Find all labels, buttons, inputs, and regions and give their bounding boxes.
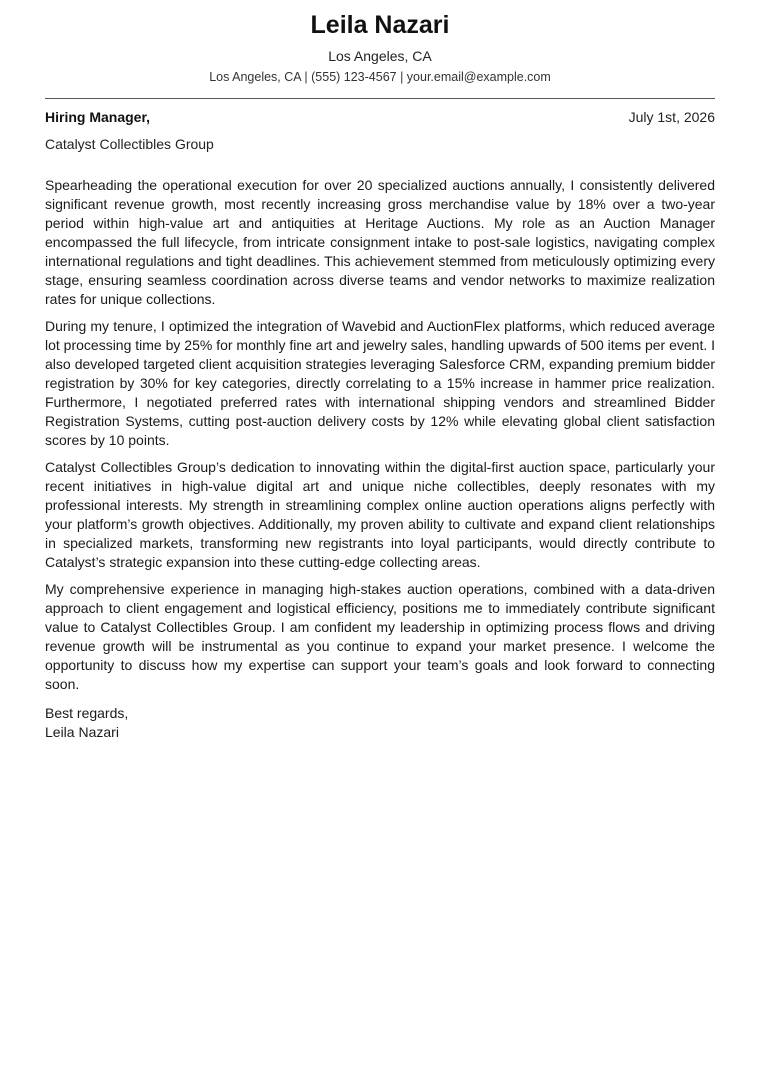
body-paragraph-1: Spearheading the operational execution for over 20 specialized auctions annually, I consistently delivered significant revenue growth, most recently increasing gross merchandise value by 18% over a two-year period within high-value art and antiquities at Heritage Auctions. My role as an Auction Manager encompassed the full lifecycle, from intricate consignment intake to post-sale logistics, navigating complex international regulations and tight deadlines. This achievement stemmed from meticulously optimizing every stage, ensuring seamless coordination across diverse teams and vendor networks to maximize realization rates for unique collections. (45, 177, 715, 307)
recipient-salutation: Hiring Manager, (45, 109, 151, 125)
recipient-date-row (45, 108, 715, 126)
header-divider (45, 98, 715, 99)
applicant-name: Leila Nazari (310, 11, 450, 39)
body-paragraph-2: During my tenure, I optimized the integration of Wavebid and AuctionFlex platforms, which reduced average lot processing time by 25% for monthly fine art and jewelry sales, handling upwards of 500 items per event. I also developed targeted client acquisition strategies leveraging Salesforce CRM, expanding premium bidder registration by 30% for key categories, directly correlating to a 15% increase in hammer price realization. Furthermore, I negotiated preferred rates with international shipping vendors and streamlined Bidder Registration Systems, cutting post-auction delivery costs by 12% while elevating global client satisfaction scores by 10 points. (45, 318, 716, 448)
letter-header (45, 0, 715, 85)
body-paragraph-4: My comprehensive experience in managing high-stakes auction operations, combined with a data-driven approach to client engagement and logistical efficiency, positions me to immediately contribute significant value to Catalyst Collectibles Group. I am confident my leadership in optimizing process flows and driving revenue growth will be instrumental as you continue to expand your market presence. I welcome the opportunity to discuss how my expertise can support your team’s goals and look forward to connecting soon. (45, 581, 715, 692)
signature-name: Leila Nazari (45, 724, 119, 740)
applicant-contact-line: Los Angeles, CA | (555) 123-4567 | your.email@example.com (209, 70, 551, 84)
letter-date: July 1st, 2026 (628, 109, 715, 125)
recipient-company: Catalyst Collectibles Group (45, 136, 214, 152)
letter-closing (45, 704, 715, 742)
closing-phrase: Best regards, (45, 705, 129, 721)
body-paragraph-3: Catalyst Collectibles Group’s dedication to innovating within the digital-first auction space, particularly your recent initiatives in high-value digital art and unique niche collectibles, deeply resonates with my professional interests. My strength in streamlining complex online auction operations aligns perfectly with your platform’s growth objectives. Additionally, my proven ability to cultivate and expand client relationships in specialized markets, transforming new registrants into loyal participants, would directly contribute to Catalyst’s strategic expansion into these cutting-edge collecting areas. (45, 459, 715, 570)
letter-body (45, 176, 715, 694)
applicant-location: Los Angeles, CA (328, 48, 432, 64)
